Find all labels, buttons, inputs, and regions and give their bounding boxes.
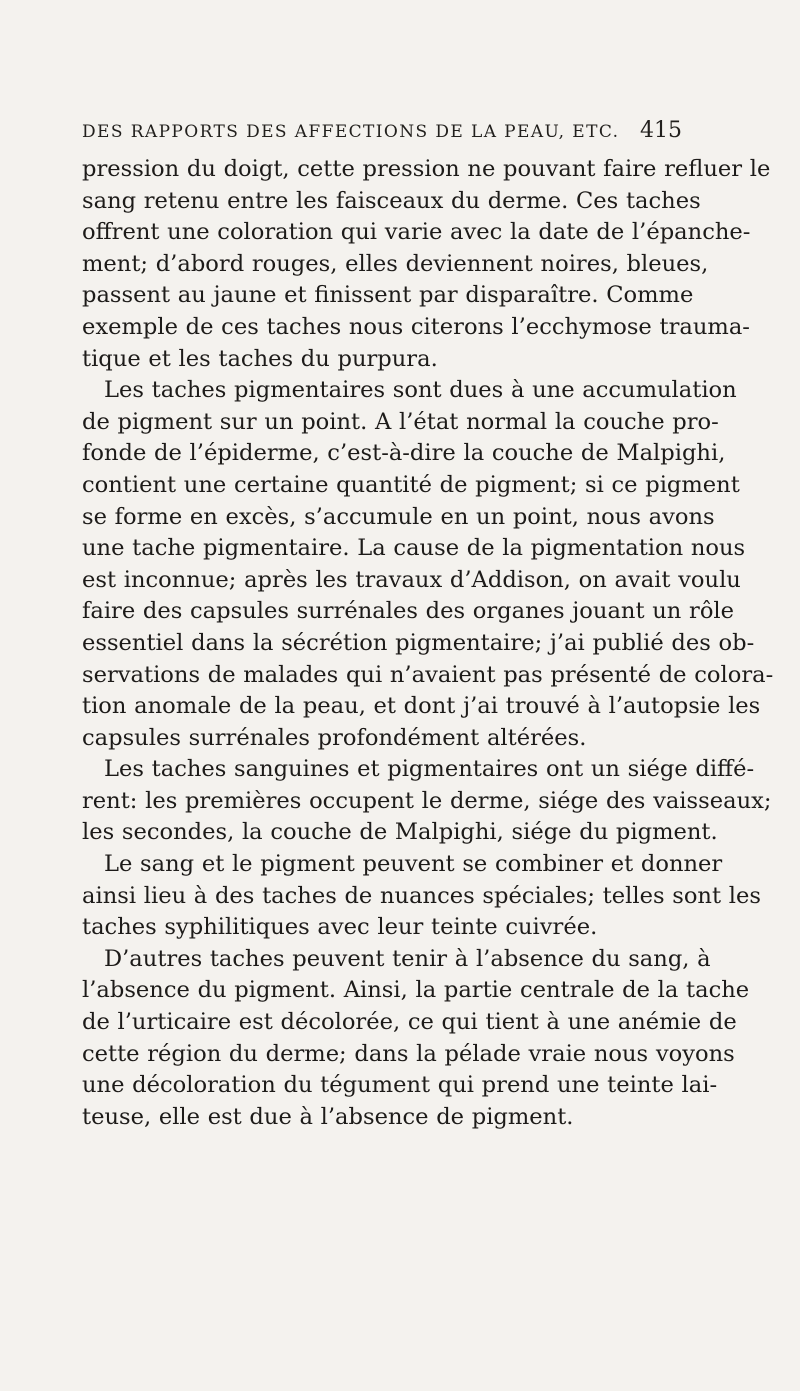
text-line: essentiel dans la sécrétion pigmentaire; j’ai publié des ob- — [82, 629, 755, 656]
text-line: cette région du derme; dans la pélade vraie nous voyons — [82, 1040, 735, 1067]
text-line: rent: les premières occupent le derme, siége des vaisseaux; — [82, 787, 772, 814]
text-line: servations de malades qui n’avaient pas présenté de colora- — [82, 661, 774, 688]
text-line: une tache pigmentaire. La cause de la pigmentation nous — [82, 535, 746, 562]
running-head-title: DES RAPPORTS DES AFFECTIONS DE LA PEAU, ETC. — [82, 122, 620, 142]
body-text — [82, 154, 774, 1133]
text-line: taches syphilitiques avec leur teinte cuivrée. — [82, 914, 598, 941]
page-number: 415 — [640, 118, 682, 143]
book-page — [82, 118, 774, 1133]
running-head — [82, 118, 682, 154]
text-line: tique et les taches du purpura. — [82, 345, 438, 372]
text-line: Les taches pigmentaires sont dues à une accumulation — [104, 377, 737, 404]
text-line: Les taches sanguines et pigmentaires ont un siége diffé- — [104, 756, 755, 783]
text-line: une décoloration du tégument qui prend une teinte lai- — [82, 1072, 718, 1099]
paragraph — [82, 154, 771, 375]
text-line: faire des capsules surrénales des organes jouant un rôle — [82, 598, 735, 625]
text-line: pression du doigt, cette pression ne pouvant faire refluer le — [82, 156, 771, 182]
text-line: de pigment sur un point. A l’état normal la couche pro- — [82, 408, 719, 435]
paragraph — [82, 375, 774, 754]
text-line: ainsi lieu à des taches de nuances spéciales; telles sont les — [82, 882, 761, 909]
text-line: fonde de l’épiderme, c’est-à-dire la couche de Malpighi, — [82, 440, 726, 467]
text-line: passent au jaune et finissent par disparaître. Comme — [82, 282, 694, 309]
text-line: tion anomale de la peau, et dont j’ai trouvé à l’autopsie les — [82, 693, 761, 720]
text-line: les secondes, la couche de Malpighi, siége du pigment. — [82, 819, 718, 846]
text-line: teuse, elle est due à l’absence de pigment. — [82, 1103, 574, 1130]
text-line: capsules surrénales profondément altérées. — [82, 724, 587, 751]
paragraph — [82, 754, 772, 849]
text-line: D’autres taches peuvent tenir à l’absence du sang, à — [104, 945, 711, 972]
text-line: est inconnue; après les travaux d’Addison, on avait voulu — [82, 566, 741, 593]
text-line: Le sang et le pigment peuvent se combiner et donner — [104, 851, 723, 878]
paragraph — [82, 944, 750, 1134]
text-line: se forme en excès, s’accumule en un point, nous avons — [82, 503, 715, 530]
paragraph — [82, 849, 761, 944]
text-line: offrent une coloration qui varie avec la date de l’épanche- — [82, 219, 751, 246]
text-line: ment; d’abord rouges, elles deviennent noires, bleues, — [82, 250, 709, 277]
text-line: exemple de ces taches nous citerons l’ecchymose trauma- — [82, 313, 750, 340]
text-line: de l’urticaire est décolorée, ce qui tient à une anémie de — [82, 1009, 737, 1036]
text-line: contient une certaine quantité de pigment; si ce pigment — [82, 471, 740, 498]
text-line: l’absence du pigment. Ainsi, la partie centrale de la tache — [82, 977, 750, 1004]
text-line: sang retenu entre les faisceaux du derme. Ces taches — [82, 187, 701, 214]
